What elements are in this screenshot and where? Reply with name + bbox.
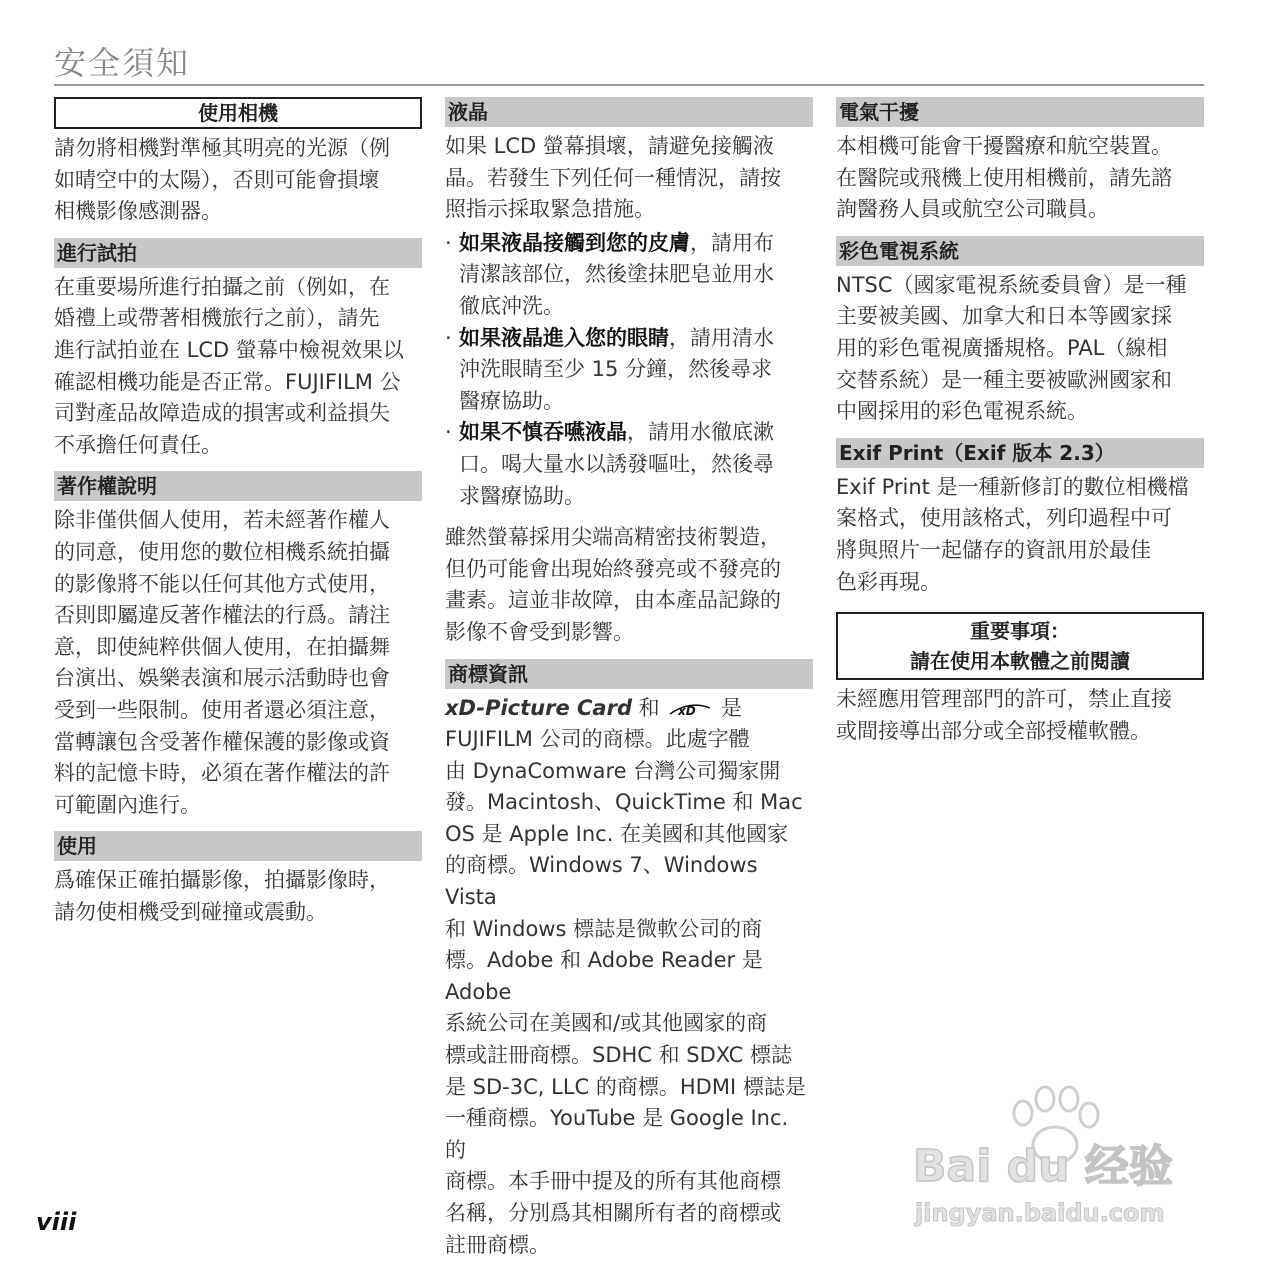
svg-text:Bai du 经验: Bai du 经验 — [913, 1141, 1173, 1192]
section-title-exif: Exif Print（Exif 版本 2.3） — [836, 438, 1204, 468]
bullet-dot-icon: · — [445, 230, 452, 255]
section-text-use: 爲確保正確拍攝影像，拍攝影像時， 請勿使相機受到碰撞或震動。 — [54, 868, 390, 924]
list-item — [445, 323, 813, 418]
section-title-use: 使用 — [54, 831, 422, 861]
bullet-dot-icon: · — [445, 325, 452, 350]
lcd-bullet-list — [445, 228, 813, 512]
section-text-tv-systems: NTSC（國家電視系統委員會）是一種 主要被美國、加拿大和日本等國家採 用的彩色電視廣播規格。PAL（線相 交替系統）是一種主要被歐洲國家和 中國採用的彩色電視系統。 — [836, 272, 1187, 424]
xd-logo-icon — [666, 698, 714, 720]
important-subheading: 請在使用本軟體之前閱讀 — [910, 649, 1130, 674]
svg-text:jingyan.baidu.com: jingyan.baidu.com — [915, 1199, 1165, 1227]
section-title-camera: 使用相機 — [54, 97, 422, 129]
section-text-interference: 本相機可能會干擾醫療和航空裝置。 在醫院或飛機上使用相機前，請先諮 詢醫務人員或航空公司職員。 — [836, 134, 1172, 222]
list-item — [445, 417, 813, 512]
section-title-tv-systems: 彩色電視系統 — [836, 236, 1204, 266]
bullet-text: ，請用布 清潔該部位，然後塗抹肥皂並用水 徹底沖洗。 — [459, 230, 774, 318]
header-divider — [54, 84, 1204, 86]
section-text-lcd-note: 雖然螢幕採用尖端高精密技術製造， 但仍可能會出現始終發亮或不發亮的 畫素。這並非故障，由本產品記錄的 影像不會受到影響。 — [445, 525, 781, 644]
bullet-dot-icon: · — [445, 420, 452, 445]
bullet-bold: 如果不慎吞嚥液晶 — [459, 420, 627, 445]
trademark-and: 和 — [632, 695, 667, 720]
section-title-interference: 電氣干擾 — [836, 97, 1204, 127]
section-text-lcd-intro: 如果 LCD 螢幕損壞，請避免接觸液 晶。若發生下列任何一種情況，請按 照指示採取緊急措施。 — [445, 134, 781, 222]
section-text-test-shots: 在重要場所進行拍攝之前（例如，在 婚禮上或帶著相機旅行之前），請先 進行試拍並在 LCD 螢幕中檢視效果以 確認相機功能是否正常。FUJIFILM 公 司對產品故障造成的損害或利益損失 不承擔任何責任。 — [54, 274, 404, 457]
column-left — [54, 97, 422, 938]
column-middle — [445, 97, 813, 1271]
important-notice-box — [836, 612, 1204, 680]
bullet-bold: 如果液晶進入您的眼睛 — [459, 325, 669, 350]
section-text-copyright: 除非僅供個人使用，若未經著作權人 的同意，使用您的數位相機系統拍攝 的影像將不能以任何其他方式使用， 否則即屬違反著作權法的行爲。請注 意，即使純粹供個人使用，在拍攝舞 台演出、娛樂表演和展示活動時也會 受到一些限制。使用者還必須注意， 當轉讓包含受著作權保護的影像或資 料的記憶卡時，必須在著作權法的許 可範圍內進行。 — [54, 508, 390, 817]
section-title-copyright: 著作權說明 — [54, 471, 422, 501]
section-title-lcd: 液晶 — [445, 97, 813, 127]
trademark-lead — [445, 693, 813, 725]
svg-text:xD: xD — [678, 703, 697, 718]
section-title-trademarks: 商標資訊 — [445, 659, 813, 689]
section-text-camera: 請勿將相機對準極其明亮的光源（例 如晴空中的太陽），否則可能會損壞 相機影像感測器。 — [54, 136, 390, 224]
trademark-is: 是 — [714, 695, 743, 720]
important-heading: 重要事項： — [970, 619, 1070, 644]
baidu-watermark-icon — [905, 1085, 1205, 1235]
bullet-text: ，請用清水 沖洗眼睛至少 15 分鐘，然後尋求 醫療協助。 — [459, 325, 774, 413]
section-title-test-shots: 進行試拍 — [54, 238, 422, 268]
bullet-bold: 如果液晶接觸到您的皮膚 — [459, 230, 690, 255]
page-number: viii — [36, 1208, 77, 1236]
column-right — [836, 97, 1204, 757]
bullet-text: ，請用水徹底漱 口。喝大量水以誘發嘔吐，然後尋 求醫療協助。 — [459, 420, 774, 508]
page-title: 安全須知 — [54, 44, 191, 82]
section-text-important: 未經應用管理部門的許可，禁止直接 或間接導出部分或全部授權軟體。 — [836, 687, 1172, 743]
list-item — [445, 228, 813, 323]
section-text-trademarks: FUJIFILM 公司的商標。此處字體 由 DynaComware 台灣公司獨家開 發。Macintosh、QuickTime 和 Mac OS 是 Apple Inc. 在美國和其他國家 的商標。Windows 7、Windows Vista 和 Windows 標誌是微軟公司的商 標。Adobe 和 Adobe Reader 是 Adobe 系統公司在美國和/或其他國家的商 標或註冊商標。SDHC 和 SDXC 標誌 是 SD-3C, LLC 的商標。HDMI 標誌是 一種商標。YouTube 是 Google Inc. 的 商標。本手冊中提及的所有其他商標 名稱，分別爲其相關所有者的商標或 註冊商標。 — [445, 727, 806, 1257]
section-text-exif: Exif Print 是一種新修訂的數位相機檔 案格式，使用該格式，列印過程中可 將與照片一起儲存的資訊用於最佳 色彩再現。 — [836, 474, 1189, 594]
xd-card-name: xD-Picture Card — [445, 695, 632, 720]
